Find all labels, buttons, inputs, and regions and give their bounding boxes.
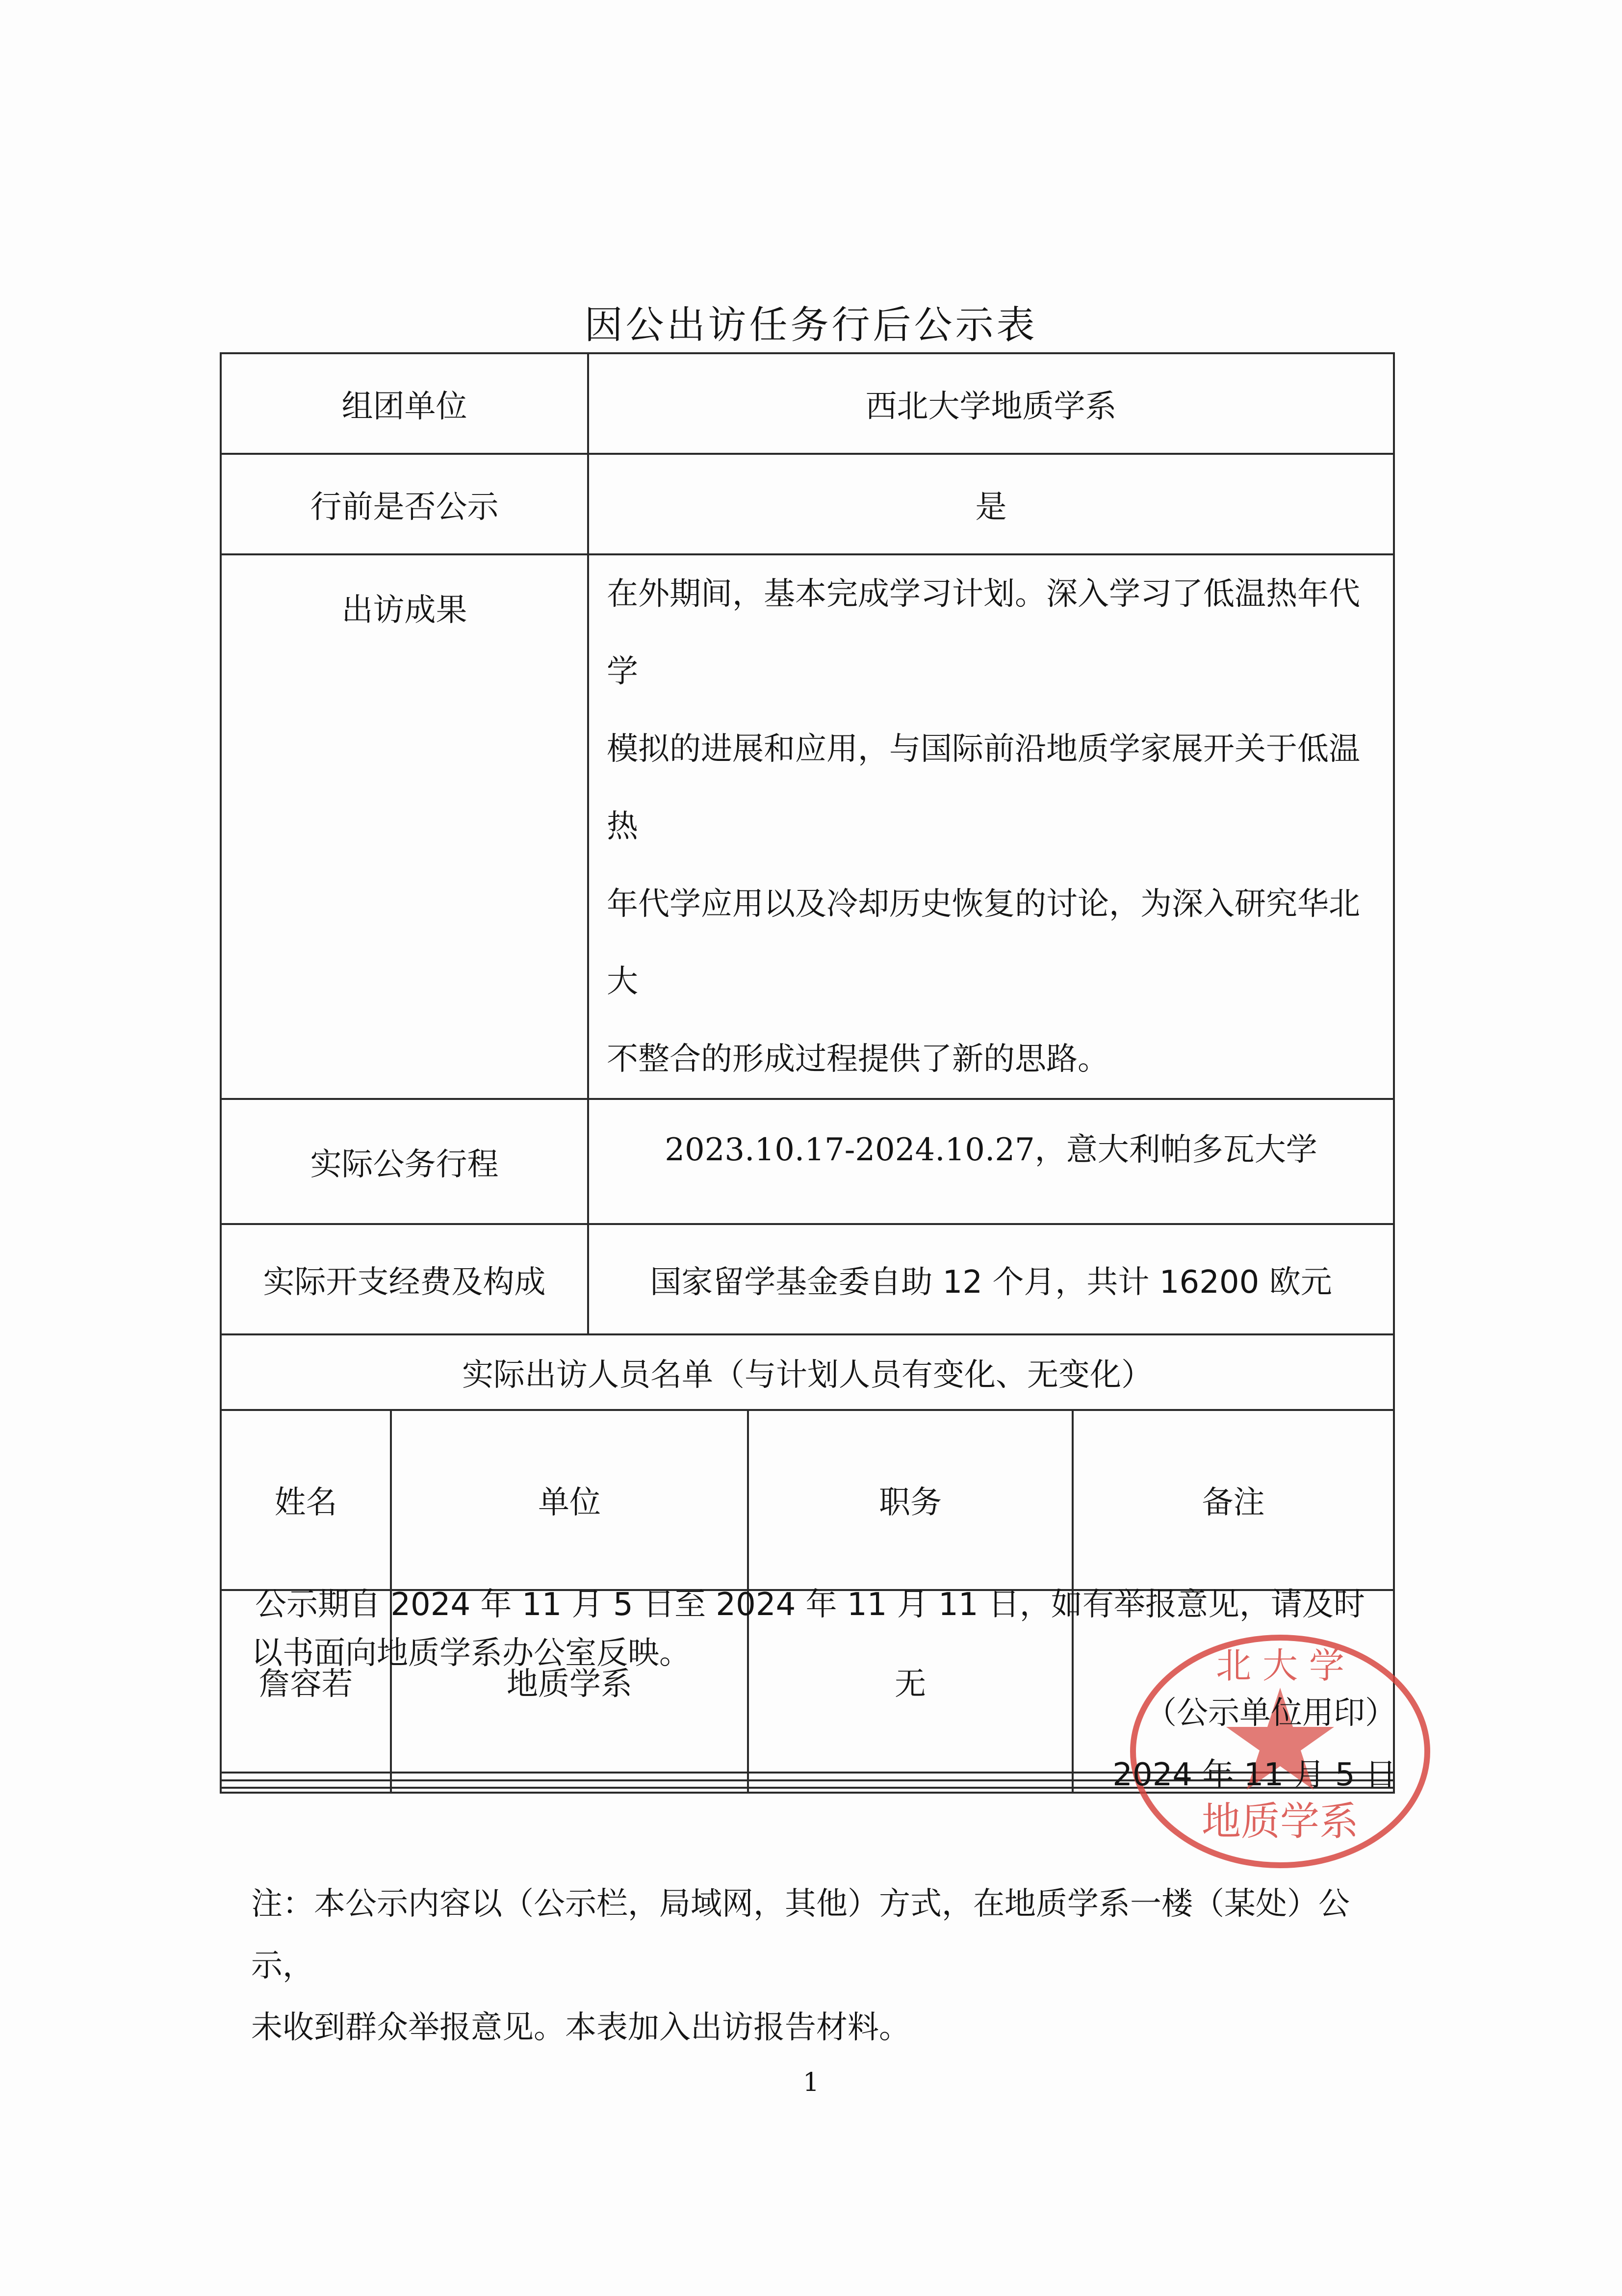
member-position [748, 1788, 1073, 1792]
table-row-members-heading [221, 1334, 1394, 1410]
member-unit [391, 1788, 748, 1792]
member-name [222, 1780, 391, 1788]
col-position: 职务 [748, 1411, 1073, 1590]
expense-label: 实际开支经费及构成 [221, 1224, 588, 1334]
member-name [222, 1773, 391, 1780]
member-unit [391, 1780, 748, 1788]
prepublic-value: 是 [588, 454, 1394, 554]
member-unit: 地质学系 [391, 1590, 748, 1773]
seal-text-bottom: 地质学系 [1202, 1799, 1359, 1844]
results-value [588, 554, 1394, 1099]
table-row-expense [221, 1224, 1394, 1334]
member-position [748, 1780, 1073, 1788]
org-value: 西北大学地质学系 [588, 353, 1394, 454]
col-name: 姓名 [222, 1411, 391, 1590]
schedule-place: ，意大利帕多瓦大学 [1034, 1132, 1317, 1168]
member-unit [391, 1773, 748, 1780]
member-position: 无 [748, 1590, 1073, 1773]
seal-unit-label: （公示单位用印） [1145, 1695, 1396, 1731]
page-title: 因公出访任务行后公示表 [584, 303, 1038, 347]
results-line-4: 不整合的形成过程提供了新的思路。 [607, 1041, 1109, 1077]
results-line-2: 模拟的进展和应用，与国际前沿地质学家展开关于低温热 [607, 731, 1360, 845]
members-header-row [222, 1411, 1393, 1590]
member-name: 詹容若 [222, 1590, 391, 1773]
members-heading: 实际出访人员名单（与计划人员有变化、无变化） [221, 1334, 1394, 1410]
col-remark: 备注 [1073, 1411, 1393, 1590]
schedule-dates: 2023.10.17-2024.10.27 [665, 1132, 1035, 1168]
col-unit: 单位 [391, 1411, 748, 1590]
results-label: 出访成果 [221, 554, 588, 1099]
footnote [251, 1873, 1409, 2059]
results-line-3: 年代学应用以及冷却历史恢复的讨论，为深入研究华北大 [607, 886, 1360, 1000]
schedule-label: 实际公务行程 [221, 1099, 588, 1224]
member-position [748, 1773, 1073, 1780]
member-name [222, 1788, 391, 1792]
results-line-1: 在外期间，基本完成学习计划。深入学习了低温热年代学 [607, 576, 1360, 690]
prepublic-label: 行前是否公示 [221, 454, 588, 554]
seal-date: 2024 年 11 月 5 日 [1112, 1757, 1396, 1793]
table-row-prepublic [221, 454, 1394, 554]
org-label: 组团单位 [221, 353, 588, 454]
table-row-schedule [221, 1099, 1394, 1224]
table-row-results [221, 554, 1394, 1099]
seal-text-top: 北 大 学 [1216, 1645, 1344, 1686]
notice-line-2: 以书面向地质学系办公室反映。 [251, 1635, 691, 1671]
page-number: 1 [802, 2068, 820, 2097]
expense-value: 国家留学基金委自助 12 个月，共计 16200 欧元 [588, 1224, 1394, 1334]
footnote-line-1: 注：本公示内容以（公示栏，局域网，其他）方式，在地质学系一楼（某处）公示， [251, 1886, 1350, 1984]
notice-line-1: 公示期自 2024 年 11 月 5 日至 2024 年 11 月 11 日，如有举报意见，请及时 [255, 1587, 1365, 1623]
footnote-line-2: 未收到群众举报意见。本表加入出访报告材料。 [251, 2009, 910, 2046]
schedule-value [588, 1099, 1394, 1224]
table-row-org [221, 353, 1394, 454]
